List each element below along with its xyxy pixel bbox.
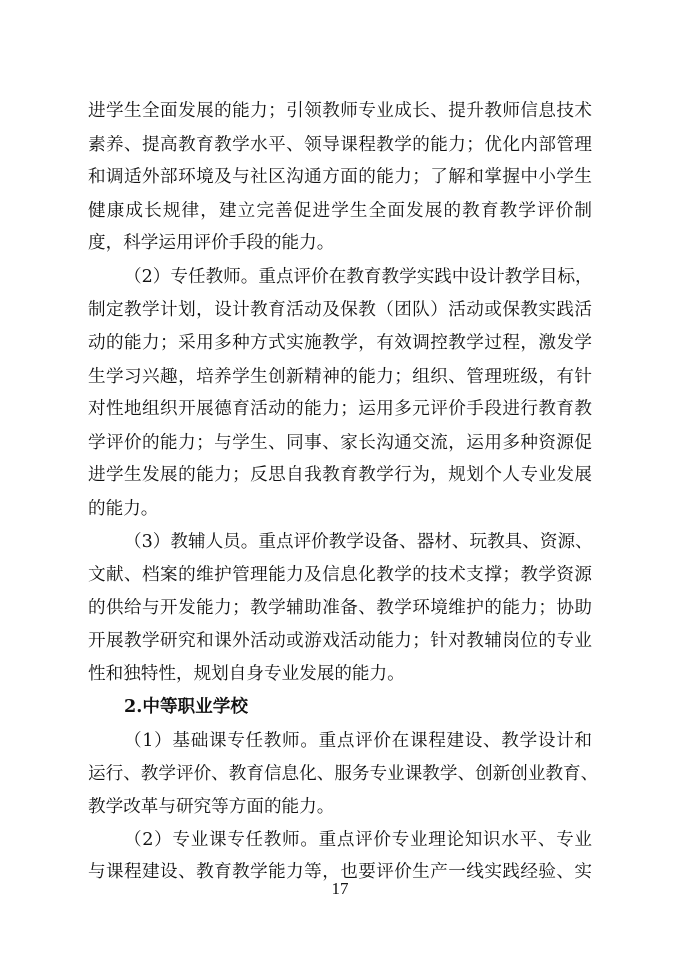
text-line: 度，科学运用评价手段的能力。 (88, 233, 335, 253)
text-line: 生学习兴趣，培养学生创新精神的能力；组织、管理班级，有针 (88, 367, 592, 387)
page-number: 17 (331, 879, 349, 898)
text-line: 和调适外部环境及与社区沟通方面的能力；了解和掌握中小学生 (88, 167, 592, 187)
text-line: 学评价的能力；与学生、同事、家长沟通交流，运用多种资源促 (88, 433, 592, 453)
section-heading: 2.中等职业学校 (124, 696, 248, 717)
text-line: 性和独特性，规划自身专业发展的能力。 (88, 664, 405, 684)
text-line: 教学改革与研究等方面的能力。 (88, 797, 335, 817)
text-line: 文献、档案的维护管理能力及信息化教学的技术支撑；教学资源 (88, 565, 592, 585)
text-line: 的供给与开发能力；教学辅助准备、教学环境维护的能力；协助 (88, 598, 592, 618)
text-line: 进学生发展的能力；反思自我教育教学行为，规划个人专业发展 (88, 465, 592, 485)
text-line: 运行、教学评价、教育信息化、服务专业课教学、创新创业教育、 (88, 764, 599, 784)
text-line: 与课程建设、教育教学能力等，也要评价生产一线实践经验、实 (88, 862, 592, 882)
text-line: 进学生全面发展的能力；引领教师专业成长、提升教师信息技术 (88, 101, 592, 121)
paragraph-start-line: （2）专业课专任教师。重点评价专业理论知识水平、专业 (124, 830, 592, 850)
text-line: 健康成长规律，建立完善促进学生全面发展的教育教学评价制 (88, 201, 592, 221)
text-line: 的能力。 (88, 499, 159, 519)
paragraph-start-line: （1）基础课专任教师。重点评价在课程建设、教学设计和 (124, 731, 592, 751)
text-line: 对性地组织开展德育活动的能力；运用多元评价手段进行教育教 (88, 399, 592, 419)
paragraph-start-line: （3）教辅人员。重点评价教学设备、器材、玩教具、资源、 (124, 532, 593, 552)
text-line: 素养、提高教育教学水平、领导课程教学的能力；优化内部管理 (88, 135, 592, 155)
paragraph-start-line: （2）专任教师。重点评价在教育教学实践中设计教学目标， (124, 267, 593, 287)
text-line: 开展教学研究和课外活动或游戏活动能力；针对教辅岗位的专业 (88, 631, 592, 651)
text-line: 动的能力；采用多种方式实施教学，有效调控教学过程，激发学 (88, 333, 592, 353)
text-line: 制定教学计划，设计教育活动及保教（团队）活动或保教实践活 (88, 300, 592, 320)
